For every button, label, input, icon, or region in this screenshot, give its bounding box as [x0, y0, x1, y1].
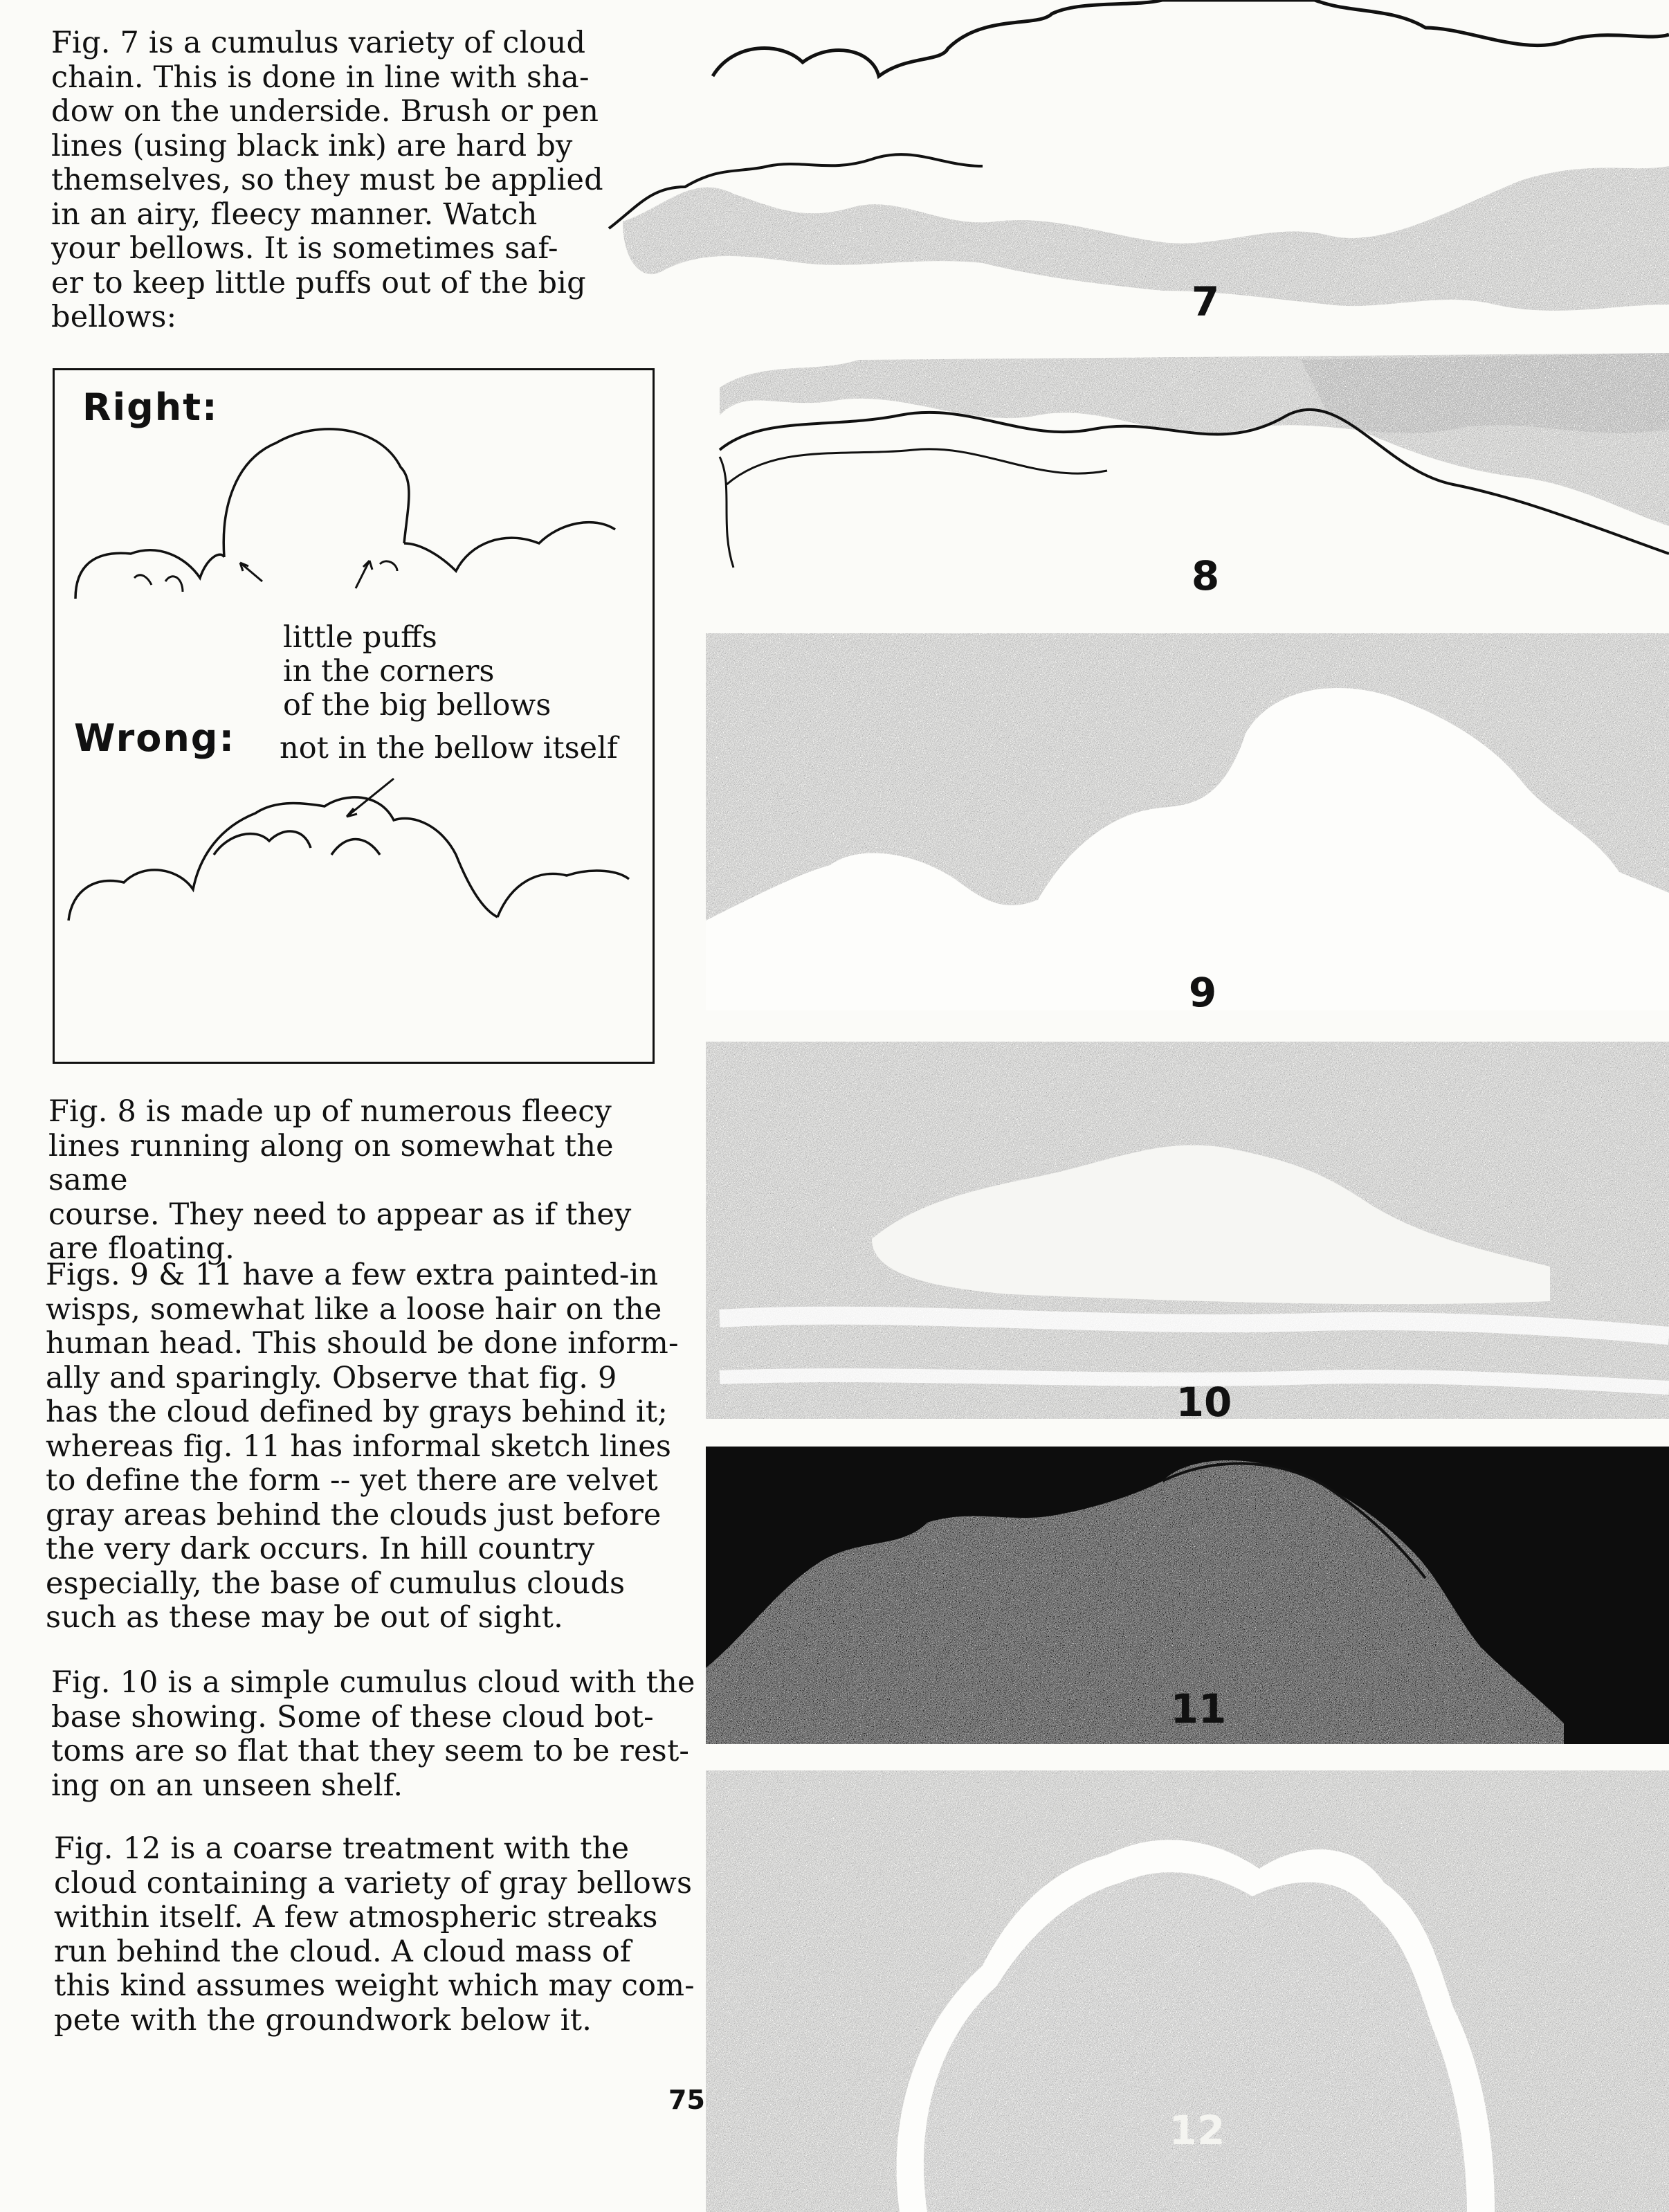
puffs-annotation: little puffs in the corners of the big bellows: [283, 620, 551, 723]
figure-11-label: 11: [1170, 1685, 1227, 1732]
figure-9-drawing: [706, 633, 1669, 1010]
right-wrong-example-box: [53, 368, 655, 1064]
paragraph-fig9-11: Figs. 9 & 11 have a few extra painted-in wisps, somewhat like a loose hair on the human head. This should be done inform- ally and sparingly. Observe that fig. 9 has the cloud defined by grays behind it; whereas fig. 11 has informal sketch lines to define the form -- yet there are velvet gray areas behind the clouds just before the very dark occurs. In hill country especially, the base of cumulus clouds such as these may be out of sight.: [46, 1258, 679, 1635]
arrow-left-icon: [240, 563, 262, 581]
wrong-label: Wrong:: [74, 716, 236, 760]
figure-8-drawing: [720, 353, 1669, 568]
figure-8-label: 8: [1191, 552, 1220, 599]
arrow-right-icon: [356, 561, 372, 588]
figure-10-label: 10: [1176, 1379, 1232, 1426]
paragraph-fig10: Fig. 10 is a simple cumulus cloud with the base showing. Some of these cloud bot- toms are so flat that they seem to be rest- ing on an unseen shelf.: [51, 1665, 695, 1803]
figure-12-label: 12: [1169, 2107, 1225, 2154]
figure-7-label: 7: [1191, 278, 1220, 325]
figure-10-drawing: [706, 1042, 1669, 1419]
right-label: Right:: [82, 386, 219, 429]
paragraph-fig12: Fig. 12 is a coarse treatment with the cloud containing a variety of gray bellows within itself. A few atmospheric streaks run behind the cloud. A cloud mass of this kind assumes weight which may com- pete with the groundwork below it.: [54, 1831, 695, 2038]
page-number: 75: [668, 2085, 705, 2115]
right-cloud-sketch: [75, 429, 615, 599]
bellow-annotation: not in the bellow itself: [280, 731, 618, 765]
figure-9-label: 9: [1188, 969, 1217, 1016]
paragraph-fig7: Fig. 7 is a cumulus variety of cloud chain. This is done in line with sha- dow on the underside. Brush or pen lines (using black ink) are hard by themselves, so they must be applied in an airy, fleecy manner. Watch your bellows. It is sometimes saf- er to keep little puffs out of the big bellows:: [51, 26, 603, 334]
paragraph-fig8: Fig. 8 is made up of numerous fleecy lines running along on somewhat the same course. They need to appear as if they are floating.: [48, 1094, 632, 1266]
figure-7-drawing: [609, 0, 1669, 311]
